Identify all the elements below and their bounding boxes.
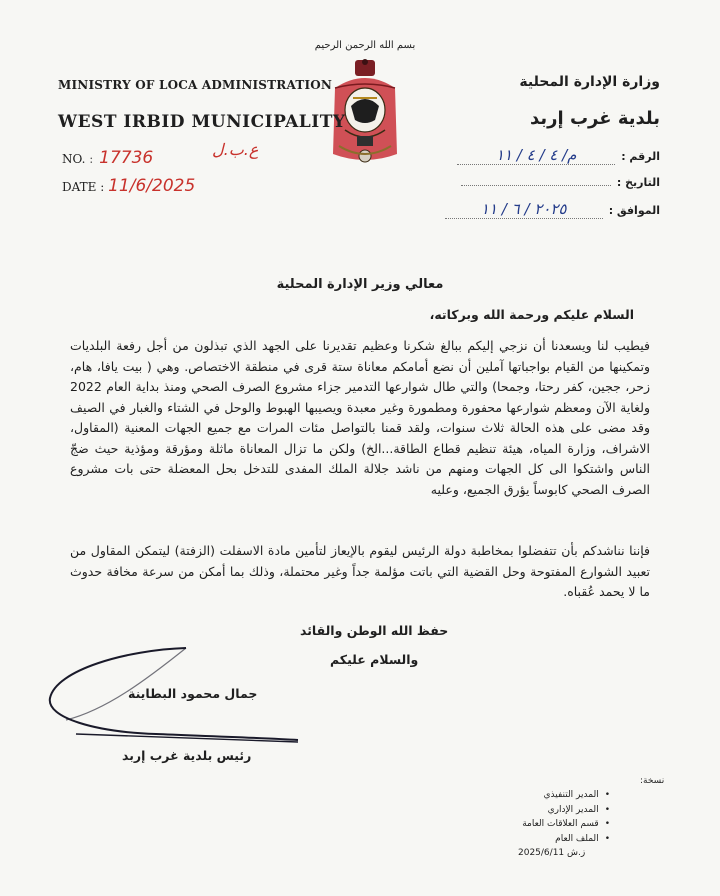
no-label: NO. — [62, 152, 86, 166]
no-suffix: ع.ب.ل — [212, 140, 259, 159]
signer-name: جمال محمود البطاينة — [128, 686, 258, 701]
hijri-label-ar: الموافق : — [608, 204, 660, 217]
recipient-line: معالي وزير الإدارة المحلية — [276, 277, 444, 292]
closing-line-1: حفظ الله الوطن والقائد — [300, 623, 449, 638]
ministry-name-en: MINISTRY OF LOCA ADMINISTRATION — [58, 78, 333, 92]
body-paragraph-2: فإننا نناشدكم بأن تتفضلوا بمخاطبة دولة الرئيس ليقوم بالإيعاز لتأمين مادة الاسفلت (الزفتة) ليتمكن المقاول من تعبيد الشوارع المفتوحة وحل القضية التي باتت مؤلمة جداً وغير محتملة، وذلك بما أمكن من سرعة مخافة حدوث ما لا يحمد عُقباه. — [70, 543, 650, 599]
cc-list — [490, 790, 610, 848]
closing-line-2: والسلام عليكم — [330, 652, 419, 667]
body-paragraph-1: فيطيب لنا ويسعدنا أن نزجي إليكم ببالغ شكرنا وعظيم تقديرنا على الجهد الذي تبذلون من أجل رفعة البلديات وتمكينها من القيام بواجباتها آملين أن نضع أمامكم معاناة ستة قرى في منطقة الاختصاص. وهي ( بيت يافا، هام، زحر، ججين، كفر رحتا، وجمحا) والتي طال شوارعها التدمير جزاء مشروع الصرف الصحي ومنذ بداية العام 2022 ولغاية الآن ومعظم شوارعها محفورة ومطمورة وغير معبدة ويصيبها الهبوط والوحل في الشتاء والغبار في الصيف وقد مضى على هذه الحالة ثلاث سنوات، ولقد قمنا بالتواصل مئات المرات مع جميع الجهات المعنية (المقاول، الاشراف، وزارة المياه، هيئة تنظيم قطاع الطاقة...الخ) ولكن ما تزال المعاناة ماثلة ومؤرقة ومؤذية حيث ضجّ الناس واشتكوا الى كل الجهات ومنهم من ناشد جلالة الملك المفدى للتدخل بحل المعضلة حتى بات مشروع الصرف الصحي كابوساً يؤرق الجميع، وعليه — [70, 338, 650, 497]
cc-item: • الملف العام — [490, 834, 610, 849]
reference-number-en: NO. : 17736 — [62, 148, 154, 168]
date-ar — [461, 176, 660, 189]
signer-title: رئيس بلدية غرب إربد — [122, 748, 252, 763]
date-blank-ar — [461, 185, 611, 186]
greeting-line: السلام عليكم ورحمة الله وبركاته، — [429, 307, 634, 322]
cc-item: • المدير الإداري — [490, 805, 610, 820]
reference-number-ar — [457, 146, 660, 165]
cc-item: • قسم العلاقات العامة — [490, 819, 610, 834]
date-label-ar: التاريخ : — [616, 176, 660, 189]
no-value: 17736 — [99, 148, 154, 168]
date-value: 11/6/2025 — [108, 176, 196, 196]
basmala: بسم الله الرحمن الرحيم — [314, 40, 416, 51]
cc-label: نسخة: — [640, 776, 665, 786]
municipality-name-en: WEST IRBID MUNICIPALITY — [58, 112, 346, 132]
cc-code: ز.ش 2025/6/11 — [518, 848, 586, 858]
date-label: DATE : — [62, 180, 105, 194]
municipality-name-ar: بلدية غرب إربد — [530, 108, 660, 129]
ref-label-ar: الرقم : — [621, 150, 660, 163]
date-en — [62, 176, 195, 196]
ministry-name-ar: وزارة الإدارة المحلية — [519, 74, 660, 90]
cc-item: • المدير التنفيذي — [490, 790, 610, 805]
ref-value-ar: م/ ٤ / ٤ / ١١ — [457, 146, 615, 165]
hijri-date-ar — [445, 200, 660, 219]
hijri-value-ar: ٢٠٢٥ / ٦ / ١١ — [445, 200, 603, 219]
